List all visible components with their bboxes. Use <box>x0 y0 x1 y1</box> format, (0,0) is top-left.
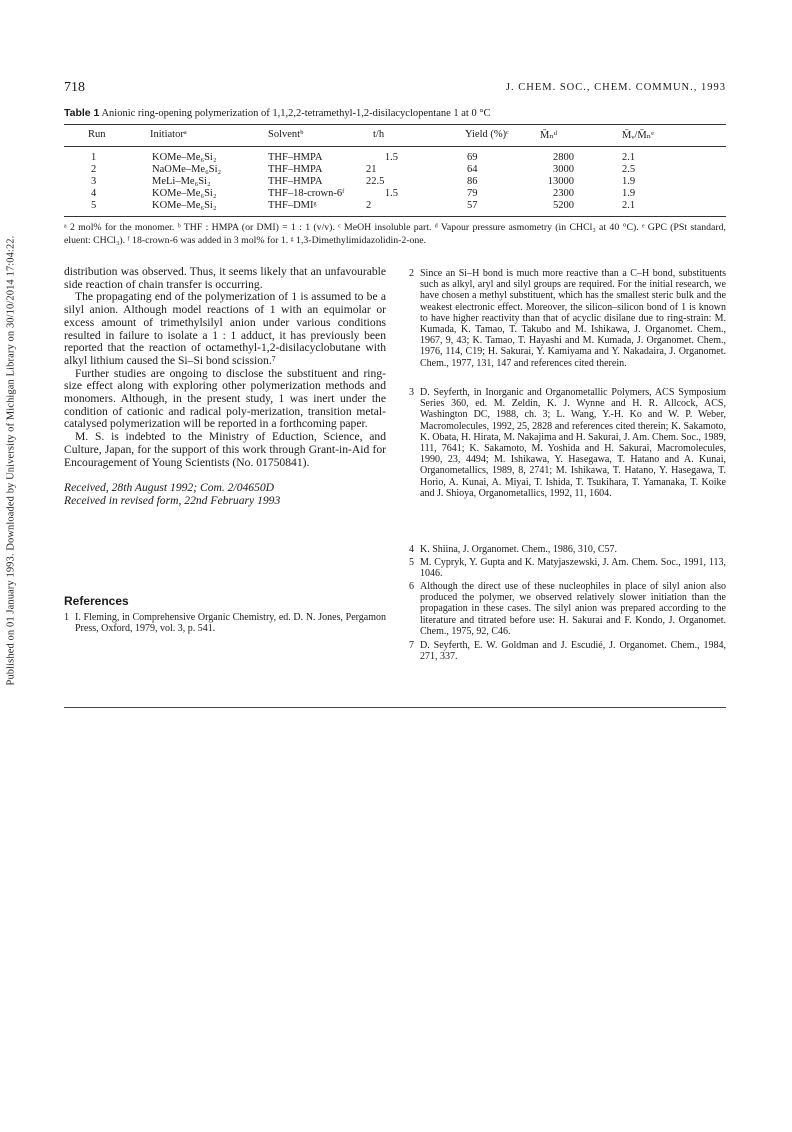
col-header-time: t/h <box>373 129 385 140</box>
reference-number: 1 <box>64 612 69 623</box>
table-header-rule <box>64 146 726 147</box>
cell-yield: 64 <box>467 164 478 175</box>
cell-yield: 86 <box>467 176 478 187</box>
cell-run: 5 <box>91 200 97 211</box>
reference-text: D. Seyferth, E. W. Goldman and J. Escudié, J. Organomet. Chem., 1984, 271, 337. <box>420 640 726 663</box>
body-paragraph: Further studies are ongoing to disclose the substituent and ring-size effect along with exploring other polymerization methods and monomers. Although, in the present study, 1 was inert under the condition of cationic and radical poly-merization, transition metal-catalysed polymerization will be reported in a forthcoming paper. <box>64 366 386 431</box>
body-paragraph: distribution was observed. Thus, it seems likely that an unfavourable side reaction of chain transfer is occurring. <box>64 265 386 291</box>
page-bottom-rule <box>64 707 726 708</box>
cell-solvent: THF–18-crown-6ᶠ <box>268 188 345 199</box>
cell-mw-mn: 1.9 <box>622 176 636 187</box>
cell-initiator: KOMe–Me₆Si₂ <box>152 152 217 163</box>
reference-item <box>64 612 386 635</box>
cell-mw-mn: 2.5 <box>622 164 636 175</box>
col-header-solvent: Solventᵇ <box>268 129 304 140</box>
reference-text: M. Cypryk, Y. Gupta and K. Matyjaszewski, J. Am. Chem. Soc., 1991, 113, 1046. <box>420 557 726 580</box>
received-date: Received, 28th August 1992; Com. 2/04650D <box>64 481 275 495</box>
cell-run: 1 <box>91 152 97 163</box>
reference-item <box>409 557 726 580</box>
publication-side-note: Published on 01 January 1993. Downloaded by University of Michigan Library on 30/10/2014 17:04:22. <box>5 235 17 686</box>
reference-number: 4 <box>409 544 414 555</box>
reference-number: 5 <box>409 557 414 568</box>
col-header-yield: Yield (%)ᶜ <box>465 129 509 140</box>
cell-solvent: THF–HMPA <box>268 176 323 187</box>
cell-yield: 79 <box>467 188 478 199</box>
table-top-rule <box>64 124 726 125</box>
col-header-mw-mn: M̄ᵥ/M̄ₙᵉ <box>622 130 654 141</box>
col-header-run: Run <box>88 129 106 140</box>
table-label: Table 1 <box>64 107 100 119</box>
reference-text: Although the direct use of these nucleophiles in place of silyl anion also produced the polymer, we observed relatively slower initiation than the propagation in these cases. The silyl anion was prepared according to the literature and titrated before use: H. Sakurai and F. Kondo, J. Organomet. Chem., 1975, 92, C46. <box>420 581 726 637</box>
reference-text: D. Seyferth, in Inorganic and Organometallic Polymers, ACS Symposium Series 360, ed. M. Zeldin, K. J. Wynne and H. R. Allcock, ACS, Washington DC, 1988, ch. 3; L. Wang, Y.-H. Ko and W. P. Weber, Macromolecules, 1992, 25, 2828 and references cited therein; K. Sakamoto, K. Obata, H. Hirata, M. Nakajima and H. Sakurai, J. Am. Chem. Soc., 1989, 111, 7641; K. Sakamoto, M. Yoshida and H. Sakurai, Macromolecules, 1990, 23, 4494; M. Ishikawa, Y. Hasegawa, T. Hatano and A. Kunai, Organometallics, 1989, 8, 2741; M. Ishikawa, T. Hatano, Y. Hasegawa, T. Horio, A. Kunai, A. Miyai, T. Ishida, T. Tsukihara, T. Yamanaka, T. Koike and J. Shioya, Organometallics, 1992, 11, 1604. <box>420 387 726 499</box>
cell-time: 1.5 <box>384 152 398 163</box>
references-heading: References <box>64 594 129 608</box>
reference-item <box>409 544 726 555</box>
cell-solvent: THF–HMPA <box>268 164 323 175</box>
reference-number: 2 <box>409 268 414 279</box>
cell-time: 2 <box>366 200 372 211</box>
cell-mn: 3000 <box>553 164 574 175</box>
reference-text: I. Fleming, in Comprehensive Organic Chemistry, ed. D. N. Jones, Pergamon Press, Oxford, 1979, vol. 3, p. 541. <box>75 612 386 635</box>
table-footnote: ᵃ 2 mol% for the monomer. ᵇ THF : HMPA (or DMI) = 1 : 1 (v/v). ᶜ MeOH insoluble part. ᵈ Vapour pressure asmometry (in CHCl₃ at 40 °C). ᵉ GPC (PSt standard, eluent: CHCl₃). ᶠ 18-crown-6 was added in 3 mol% for 1. ᵍ 1,3-Dimethylimidazolidin-2-one. <box>64 222 726 246</box>
acknowledgement-paragraph: M. S. is indebted to the Ministry of Eduction, Science, and Culture, Japan, for the support of this work through Grant-in-Aid for Encouragement of Young Scientists (No. 01750841). <box>64 430 386 469</box>
cell-yield: 69 <box>467 152 478 163</box>
journal-running-head: J. CHEM. SOC., CHEM. COMMUN., 1993 <box>505 82 726 93</box>
table-bottom-rule <box>64 216 726 217</box>
cell-mw-mn: 2.1 <box>622 200 636 211</box>
cell-initiator: KOMe–Me₆Si₂ <box>152 188 217 199</box>
reference-item <box>409 640 726 663</box>
cell-mn: 2800 <box>553 152 574 163</box>
cell-time: 1.5 <box>384 188 398 199</box>
reference-text: Since an Si–H bond is much more reactive than a C–H bond, substituents such as alkyl, aryl and silyl groups are required. For the initial research, we have chosen a methyl substituent, which has the smallest steric bulk and the weakest electronic effect. Moreover, the silicon–silicon bond of 1 is known to have higher reactivity than that of acyclic disilane due to ring-strain: M. Kumada, K. Tamao, T. Takubo and M. Ishikawa, J. Organomet. Chem., 1967, 9, 43; K. Tamao, T. Hayashi and M. Kumada, J. Organomet. Chem., 1976, 114, C19; H. Sakurai, Y. Kamiyama and Y. Nakadaira, J. Organomet. Chem., 1977, 131, 147 and references cited therein. <box>420 268 726 369</box>
table-caption-text: Anionic ring-opening polymerization of 1,1,2,2-tetramethyl-1,2-disilacyclopentane 1 at 0 °C <box>101 108 491 119</box>
reference-number: 7 <box>409 640 414 651</box>
received-dates <box>64 482 386 507</box>
page-number: 718 <box>64 80 85 95</box>
cell-yield: 57 <box>467 200 478 211</box>
reference-item <box>409 387 726 499</box>
reference-number: 3 <box>409 387 414 398</box>
reference-text: K. Shiina, J. Organomet. Chem., 1986, 310, C57. <box>420 544 618 555</box>
cell-run: 3 <box>91 176 97 187</box>
body-paragraph: The propagating end of the polymerization of 1 is assumed to be a silyl anion. Although model reactions of 1 with an equimolar or excess amount of trimethylsilyl anion under various conditions resulted in failure to isolate a 1 : 1 adduct, it has previously been reported that the reaction of octamethyl-1,2-disilacyclobutane with alkyl lithium caused the Si–Si bond scission.⁷ <box>64 290 386 367</box>
reference-item <box>409 268 726 369</box>
cell-initiator: KOMe–Me₆Si₂ <box>152 200 217 211</box>
reference-number: 6 <box>409 581 414 592</box>
body-left-column <box>64 266 386 508</box>
cell-mw-mn: 1.9 <box>622 188 636 199</box>
revised-date: Received in revised form, 22nd February 1993 <box>64 493 281 507</box>
cell-mw-mn: 2.1 <box>622 152 636 163</box>
reference-item <box>409 581 726 637</box>
cell-mn: 13000 <box>547 176 574 187</box>
cell-time: 22.5 <box>366 176 385 187</box>
cell-mn: 5200 <box>553 200 574 211</box>
cell-solvent: THF–HMPA <box>268 152 323 163</box>
cell-initiator: NaOMe–Me₆Si₂ <box>152 164 222 175</box>
table-caption <box>64 107 491 119</box>
cell-mn: 2300 <box>553 188 574 199</box>
cell-run: 2 <box>91 164 97 175</box>
cell-initiator: MeLi–Me₆Si₂ <box>152 176 211 187</box>
cell-solvent: THF–DMIᵍ <box>268 200 317 211</box>
col-header-mn: M̄ₙᵈ <box>540 130 558 141</box>
cell-run: 4 <box>91 188 97 199</box>
col-header-initiator: Initiatorᵃ <box>150 129 187 140</box>
cell-time: 21 <box>366 164 377 175</box>
